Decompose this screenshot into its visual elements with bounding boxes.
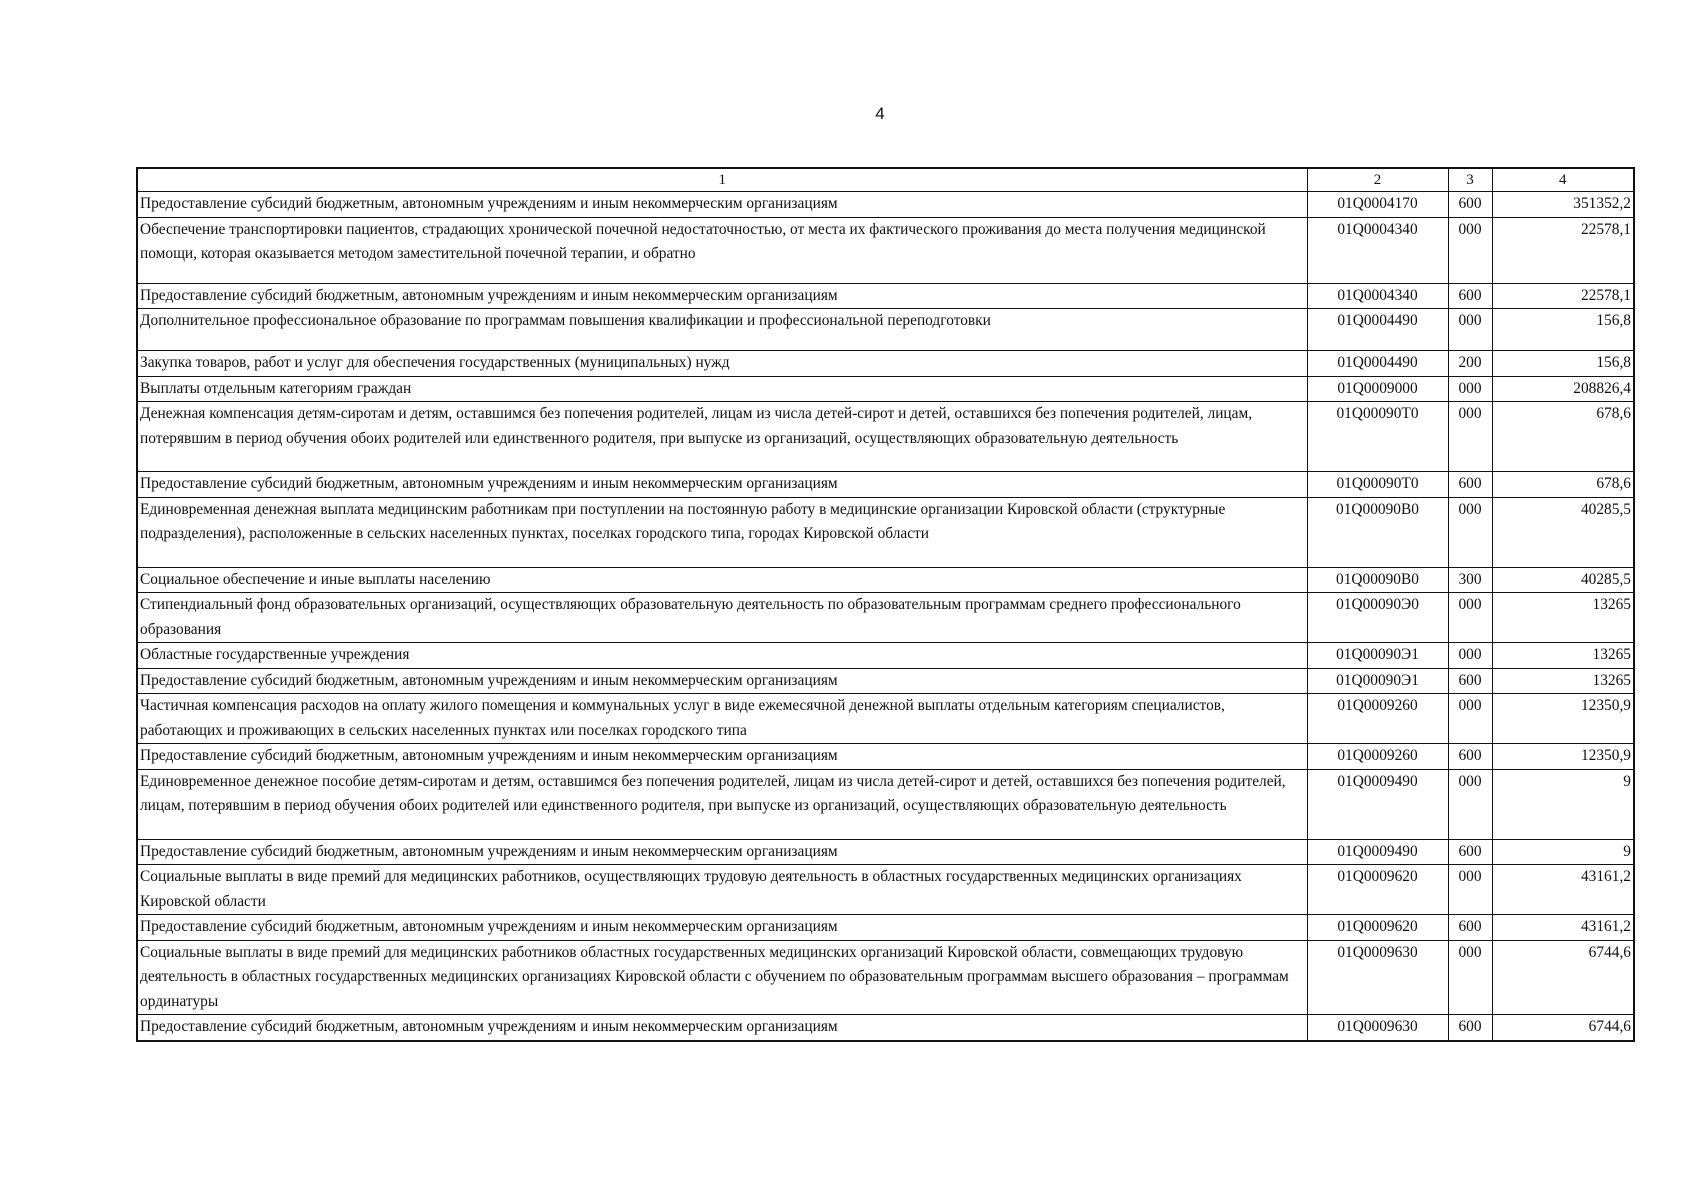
row-name-cell: Денежная компенсация детям-сиротам и детям, оставшимся без попечения родителей, лицам из числа детей-сирот и детей, оставшихся без попечения родителей, лицам, потерявшим в период обучения обоих родителей или единственного родителя, при выпуске из организаций, осуществляющих образовательную деятельность (137, 402, 1307, 472)
row-name-cell: Предоставление субсидий бюджетным, автономным учреждениям и иным некоммерческим организациям (137, 915, 1307, 941)
table-row (137, 192, 1634, 218)
row-name-cell: Предоставление субсидий бюджетным, автономным учреждениям и иным некоммерческим организациям (137, 668, 1307, 694)
row-code-cell: 01Q0004340 (1307, 217, 1448, 283)
row-amount-cell: 9 (1492, 839, 1634, 865)
row-type-cell: 000 (1448, 643, 1492, 669)
row-name-cell: Единовременное денежное пособие детям-сиротам и детям, оставшимся без попечения родителей, лицам из числа детей-сирот и детей, оставшихся без попечения родителей, лицам, потерявшим в период обучения обоих родителей или единственного родителя, при выпуске из организаций, осуществляющих образовательную деятельность (137, 769, 1307, 839)
header-cell-1: 1 (137, 168, 1307, 192)
table-row (137, 839, 1634, 865)
row-code-cell: 01Q0004170 (1307, 192, 1448, 218)
row-type-cell: 200 (1448, 351, 1492, 377)
row-code-cell: 01Q0009630 (1307, 940, 1448, 1015)
header-cell-2: 2 (1307, 168, 1448, 192)
table-row (137, 865, 1634, 915)
table-row (137, 940, 1634, 1015)
row-code-cell: 01Q0009260 (1307, 694, 1448, 744)
row-type-cell: 000 (1448, 694, 1492, 744)
row-name-cell: Выплаты отдельным категориям граждан (137, 376, 1307, 402)
row-amount-cell: 22578,1 (1492, 283, 1634, 309)
row-code-cell: 01Q0004340 (1307, 283, 1448, 309)
row-name-cell: Предоставление субсидий бюджетным, автономным учреждениям и иным некоммерческим организациям (137, 472, 1307, 498)
table-row (137, 283, 1634, 309)
row-code-cell: 01Q0009000 (1307, 376, 1448, 402)
table-row (137, 694, 1634, 744)
row-type-cell: 600 (1448, 1015, 1492, 1041)
table-row (137, 497, 1634, 567)
row-amount-cell: 40285,5 (1492, 497, 1634, 567)
row-code-cell: 01Q0009620 (1307, 915, 1448, 941)
row-name-cell: Предоставление субсидий бюджетным, автономным учреждениям и иным некоммерческим организациям (137, 1015, 1307, 1041)
row-code-cell: 01Q0009620 (1307, 865, 1448, 915)
row-amount-cell: 43161,2 (1492, 865, 1634, 915)
header-cell-4: 4 (1492, 168, 1634, 192)
row-name-cell: Единовременная денежная выплата медицинским работникам при поступлении на постоянную работу в медицинские организации Кировской области (структурные подразделения), расположенные в сельских населенных пунктах, поселках городского типа, городах Кировской области (137, 497, 1307, 567)
row-name-cell: Предоставление субсидий бюджетным, автономным учреждениям и иным некоммерческим организациям (137, 192, 1307, 218)
row-code-cell: 01Q00090Э1 (1307, 643, 1448, 669)
row-name-cell: Социальные выплаты в виде премий для медицинских работников областных государственных медицинских организаций Кировской области, совмещающих трудовую деятельность в областных государственных медицинских организациях Кировской области с обучением по образовательным программам высшего образования – программам ординатуры (137, 940, 1307, 1015)
page-number: 4 (875, 104, 885, 123)
row-type-cell: 600 (1448, 744, 1492, 770)
row-amount-cell: 156,8 (1492, 309, 1634, 351)
row-type-cell: 600 (1448, 472, 1492, 498)
table-row (137, 744, 1634, 770)
budget-table (136, 167, 1635, 1042)
row-type-cell: 600 (1448, 915, 1492, 941)
row-type-cell: 600 (1448, 192, 1492, 218)
table-row (137, 567, 1634, 593)
table-row (137, 402, 1634, 472)
row-type-cell: 600 (1448, 668, 1492, 694)
row-amount-cell: 351352,2 (1492, 192, 1634, 218)
table-row (137, 593, 1634, 643)
row-amount-cell: 6744,6 (1492, 1015, 1634, 1041)
table-row (137, 351, 1634, 377)
table-row (137, 1015, 1634, 1041)
row-code-cell: 01Q0009630 (1307, 1015, 1448, 1041)
row-code-cell: 01Q00090Э0 (1307, 593, 1448, 643)
row-name-cell: Областные государственные учреждения (137, 643, 1307, 669)
row-code-cell: 01Q00090Т0 (1307, 402, 1448, 472)
row-type-cell: 000 (1448, 769, 1492, 839)
row-type-cell: 000 (1448, 309, 1492, 351)
table-row (137, 217, 1634, 283)
header-cell-3: 3 (1448, 168, 1492, 192)
table-row (137, 643, 1634, 669)
row-code-cell: 01Q00090Э1 (1307, 668, 1448, 694)
row-code-cell: 01Q0009490 (1307, 839, 1448, 865)
row-type-cell: 000 (1448, 402, 1492, 472)
row-amount-cell: 678,6 (1492, 472, 1634, 498)
row-amount-cell: 12350,9 (1492, 694, 1634, 744)
row-type-cell: 000 (1448, 217, 1492, 283)
row-amount-cell: 40285,5 (1492, 567, 1634, 593)
row-amount-cell: 13265 (1492, 643, 1634, 669)
row-type-cell: 000 (1448, 376, 1492, 402)
table-row (137, 376, 1634, 402)
row-name-cell: Закупка товаров, работ и услуг для обеспечения государственных (муниципальных) нужд (137, 351, 1307, 377)
row-name-cell: Стипендиальный фонд образовательных организаций, осуществляющих образовательную деятельность по образовательным программам среднего профессионального образования (137, 593, 1307, 643)
row-amount-cell: 6744,6 (1492, 940, 1634, 1015)
row-type-cell: 000 (1448, 593, 1492, 643)
row-name-cell: Частичная компенсация расходов на оплату жилого помещения и коммунальных услуг в виде ежемесячной денежной выплаты отдельным категориям специалистов, работающих и проживающих в сельских населенных пунктах или поселках городского типа (137, 694, 1307, 744)
table-row (137, 769, 1634, 839)
row-name-cell: Предоставление субсидий бюджетным, автономным учреждениям и иным некоммерческим организациям (137, 839, 1307, 865)
row-code-cell: 01Q00090В0 (1307, 497, 1448, 567)
row-amount-cell: 43161,2 (1492, 915, 1634, 941)
row-amount-cell: 678,6 (1492, 402, 1634, 472)
row-type-cell: 000 (1448, 940, 1492, 1015)
row-type-cell: 300 (1448, 567, 1492, 593)
row-amount-cell: 13265 (1492, 668, 1634, 694)
row-code-cell: 01Q0004490 (1307, 309, 1448, 351)
row-amount-cell: 22578,1 (1492, 217, 1634, 283)
row-code-cell: 01Q00090В0 (1307, 567, 1448, 593)
row-code-cell: 01Q0009260 (1307, 744, 1448, 770)
row-name-cell: Предоставление субсидий бюджетным, автономным учреждениям и иным некоммерческим организациям (137, 283, 1307, 309)
row-code-cell: 01Q0004490 (1307, 351, 1448, 377)
row-type-cell: 000 (1448, 865, 1492, 915)
row-name-cell: Социальные выплаты в виде премий для медицинских работников, осуществляющих трудовую деятельность в областных государственных медицинских организациях Кировской области (137, 865, 1307, 915)
header-row (137, 168, 1634, 192)
row-type-cell: 600 (1448, 283, 1492, 309)
row-type-cell: 600 (1448, 839, 1492, 865)
row-type-cell: 000 (1448, 497, 1492, 567)
row-code-cell: 01Q00090Т0 (1307, 472, 1448, 498)
row-amount-cell: 12350,9 (1492, 744, 1634, 770)
table-row (137, 472, 1634, 498)
row-amount-cell: 9 (1492, 769, 1634, 839)
row-amount-cell: 13265 (1492, 593, 1634, 643)
row-name-cell: Дополнительное профессиональное образование по программам повышения квалификации и профессиональной переподготовки (137, 309, 1307, 351)
row-amount-cell: 208826,4 (1492, 376, 1634, 402)
row-name-cell: Предоставление субсидий бюджетным, автономным учреждениям и иным некоммерческим организациям (137, 744, 1307, 770)
row-code-cell: 01Q0009490 (1307, 769, 1448, 839)
table-row (137, 309, 1634, 351)
table-row (137, 915, 1634, 941)
table-row (137, 668, 1634, 694)
row-amount-cell: 156,8 (1492, 351, 1634, 377)
row-name-cell: Социальное обеспечение и иные выплаты населению (137, 567, 1307, 593)
row-name-cell: Обеспечение транспортировки пациентов, страдающих хронической почечной недостаточностью, от места их фактического проживания до места получения медицинской помощи, которая оказывается методом заместительной почечной терапии, и обратно (137, 217, 1307, 283)
